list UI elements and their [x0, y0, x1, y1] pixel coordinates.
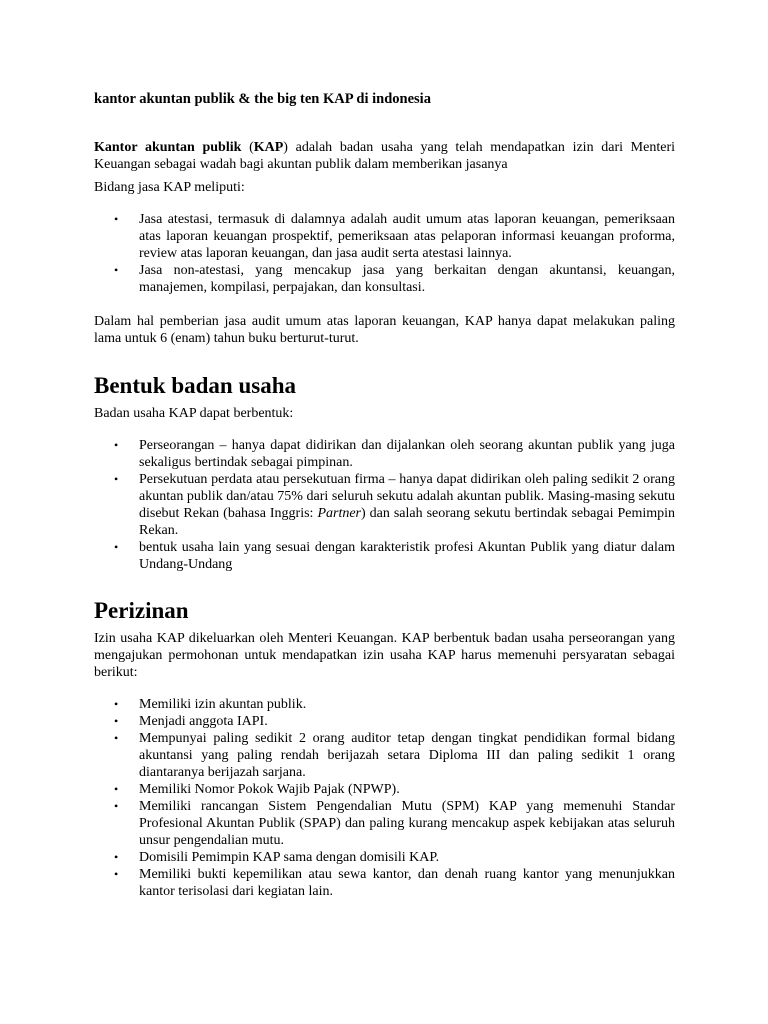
term-kap: KAP — [253, 140, 284, 155]
list-item-text: bentuk usaha lain yang sesuai dengan karakteristik profesi Akuntan Publik yang diatur dalam Undang-Undang — [139, 540, 675, 572]
bullet-icon: • — [114, 799, 119, 813]
audit-limit-paragraph: Dalam hal pemberian jasa audit umum atas laporan keuangan, KAP hanya dapat melakukan paling lama untuk 6 (enam) tahun buku berturut-turut. — [94, 314, 675, 346]
list-item-text: Memiliki Nomor Pokok Wajib Pajak (NPWP). — [139, 782, 400, 797]
list-item-text: Persekutuan perdata atau persekutuan firma – hanya dapat didirikan oleh paling sedikit 2 orang akuntan publik dan/atau 75% dari seluruh sekutu adalah akuntan publik. Masing-masing sekutu disebut Rekan (bahasa Inggris: — [139, 472, 675, 521]
services-list — [94, 211, 675, 296]
bullet-icon: • — [114, 867, 119, 881]
bentuk-list — [94, 437, 675, 573]
list-item-text: Perseorangan – hanya dapat didirikan dan dijalankan oleh seorang akuntan publik yang juga sekaligus bertindak sebagai pimpinan. — [139, 438, 675, 470]
intro-text-open: ( — [241, 140, 254, 155]
list-item — [94, 696, 675, 713]
term-kantor-akuntan-publik: Kantor akuntan publik — [94, 140, 242, 155]
requirements-list — [94, 696, 675, 900]
document-body — [94, 139, 675, 917]
bullet-icon: • — [114, 540, 119, 554]
bullet-icon: • — [114, 472, 119, 486]
bullet-icon: • — [114, 850, 119, 864]
intro-paragraph — [94, 139, 675, 173]
bullet-icon: • — [114, 438, 119, 452]
document-title: kantor akuntan publik & the big ten KAP di indonesia — [94, 91, 431, 107]
heading-bentuk-badan-usaha: Bentuk badan usaha — [94, 373, 296, 398]
list-item — [94, 211, 675, 262]
list-item — [94, 471, 675, 539]
list-item — [94, 437, 675, 471]
list-item-text: Jasa non-atestasi, yang mencakup jasa yang berkaitan dengan akuntansi, keuangan, manajemen, kompilasi, perpajakan, dan konsultasi. — [139, 263, 675, 295]
bentuk-lead: Badan usaha KAP dapat berbentuk: — [94, 406, 294, 421]
list-item-text: Domisili Pemimpin KAP sama dengan domisili KAP. — [139, 850, 440, 865]
list-item-text: ) dan salah seorang sekutu bertindak sebagai Pemimpin Rekan. — [139, 506, 675, 538]
list-item — [94, 849, 675, 866]
term-partner: Partner — [317, 506, 361, 521]
list-item — [94, 713, 675, 730]
list-item-text: Menjadi anggota IAPI. — [139, 714, 268, 729]
list-item-text: Jasa atestasi, termasuk di dalamnya adalah audit umum atas laporan keuangan, pemeriksaan atas laporan keuangan prospektif, pemeriksaan atas pelaporan informasi keuangan proforma, review atas laporan keuangan, dan jasa audit serta atestasi lainnya. — [139, 212, 675, 261]
bullet-icon: • — [114, 714, 119, 728]
services-lead: Bidang jasa KAP meliputi: — [94, 180, 245, 195]
list-item — [94, 262, 675, 296]
bullet-icon: • — [114, 731, 119, 745]
bullet-icon: • — [114, 782, 119, 796]
bullet-icon: • — [114, 263, 119, 277]
bullet-icon: • — [114, 212, 119, 226]
list-item — [94, 798, 675, 849]
list-item-text: Memiliki izin akuntan publik. — [139, 697, 307, 712]
intro-text-rest: ) adalah badan usaha yang telah mendapatkan izin dari Menteri Keuangan sebagai wadah bagi akuntan publik dalam memberikan jasanya — [94, 140, 675, 172]
list-item-text: Mempunyai paling sedikit 2 orang auditor tetap dengan tingkat pendidikan formal bidang akuntansi yang paling rendah berijazah setara Diploma III dan paling sedikit 1 orang diantaranya berijazah sarjana. — [139, 731, 675, 780]
list-item — [94, 730, 675, 781]
perizinan-lead: Izin usaha KAP dikeluarkan oleh Menteri Keuangan. KAP berbentuk badan usaha perseorangan yang mengajukan permohonan untuk mendapatkan izin usaha KAP harus memenuhi persyaratan sebagai berikut: — [94, 631, 675, 680]
list-item-text: Memiliki rancangan Sistem Pengendalian Mutu (SPM) KAP yang memenuhi Standar Profesional Akuntan Publik (SPAP) dan paling kurang mencakup aspek kebijakan atas seluruh unsur pengendalian mutu. — [139, 799, 675, 848]
list-item — [94, 539, 675, 573]
list-item — [94, 781, 675, 798]
list-item-text: Memiliki bukti kepemilikan atau sewa kantor, dan denah ruang kantor yang menunjukkan kantor terisolasi dari kegiatan lain. — [139, 867, 675, 899]
list-item — [94, 866, 675, 900]
bullet-icon: • — [114, 697, 119, 711]
heading-perizinan: Perizinan — [94, 598, 189, 623]
